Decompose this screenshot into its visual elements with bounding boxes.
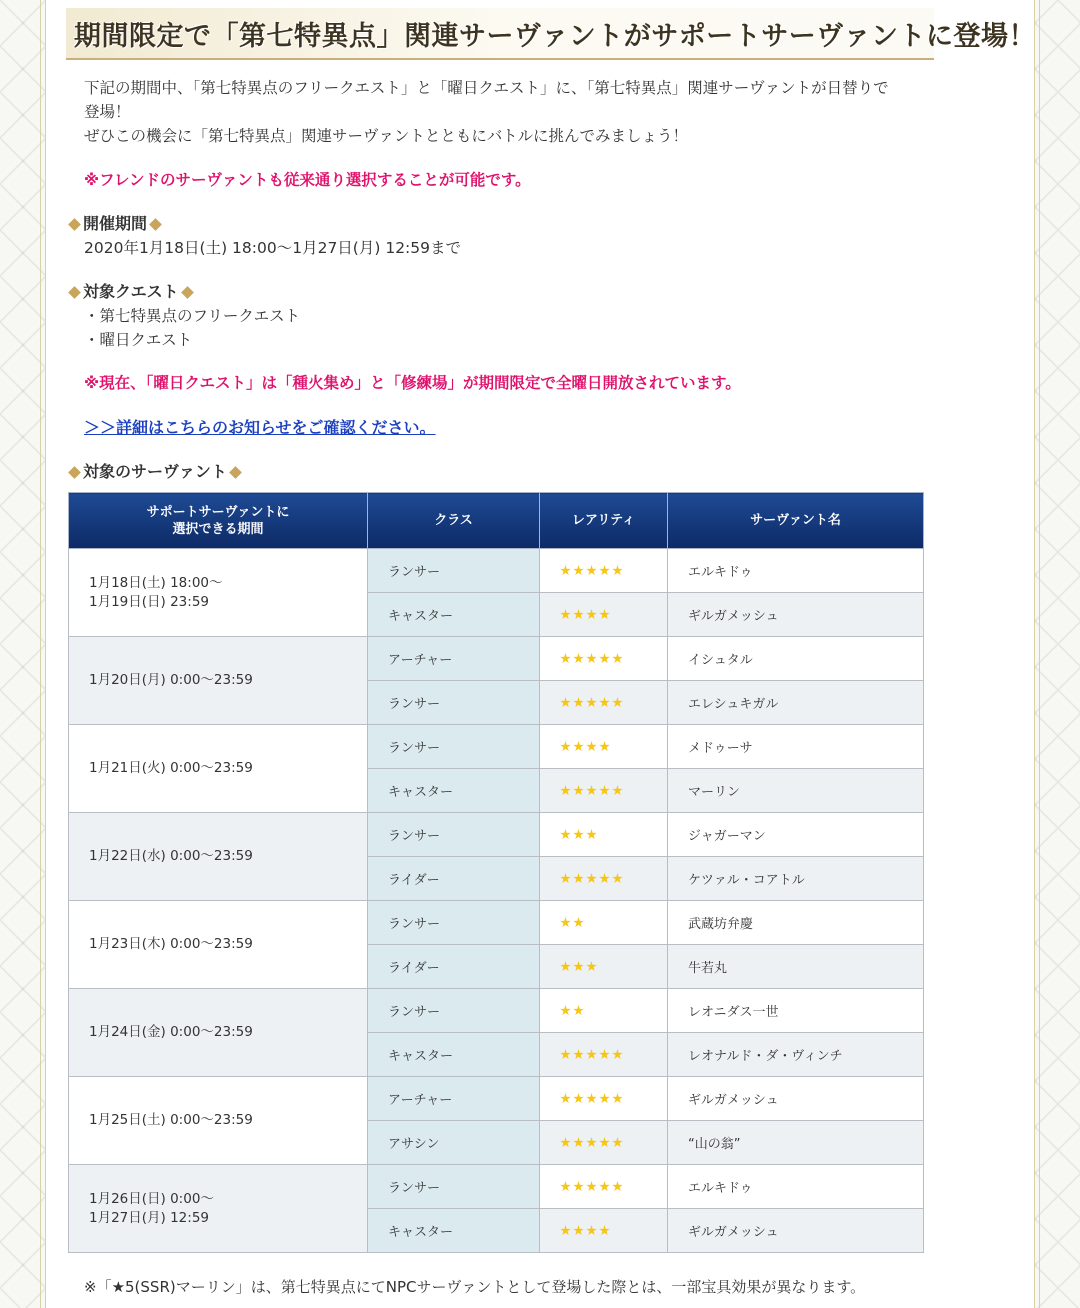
class-cell: キャスター: [368, 1209, 540, 1253]
page-frame-right: [1034, 0, 1040, 1308]
rarity-cell: [540, 1033, 668, 1077]
period-cell: [69, 989, 368, 1077]
star-icon: [586, 1181, 597, 1192]
period-line-1: 1月20日(月) 0:00～23:59: [89, 672, 253, 688]
star-icon: [612, 1049, 623, 1060]
period-line-1: 1月18日(土) 18:00～: [89, 574, 223, 591]
rarity-cell: [540, 1077, 668, 1121]
rarity-cell: [540, 1165, 668, 1209]
star-icon: [573, 1225, 584, 1236]
star-icon: [586, 697, 597, 708]
title-banner: [66, 8, 1036, 60]
star-icon: [586, 609, 597, 620]
star-icon: [560, 565, 571, 576]
star-icon: [612, 1093, 623, 1104]
period-cell: [69, 1165, 368, 1253]
period-section: [66, 212, 461, 260]
servant-name-cell: ギルガメッシュ: [668, 593, 924, 637]
servant-section: [66, 460, 244, 484]
intro-line-1: 下記の期間中、「第七特異点のフリークエスト」と「曜日クエスト」に、「第七特異点」関連サーヴァントが日替りで: [84, 79, 889, 97]
class-cell: アーチャー: [368, 1077, 540, 1121]
star-icon: [560, 961, 571, 972]
star-icon: [599, 653, 610, 664]
class-cell: ランサー: [368, 1165, 540, 1209]
star-icon: [560, 697, 571, 708]
friend-note: ※フレンドのサーヴァントも従来通り選択することが可能です。: [84, 171, 531, 189]
servant-name-cell: 武蔵坊弁慶: [668, 901, 924, 945]
star-icon: [599, 1225, 610, 1236]
star-icon: [560, 1049, 571, 1060]
table-row: [69, 901, 924, 945]
rarity-cell: [540, 989, 668, 1033]
class-cell: アーチャー: [368, 637, 540, 681]
table-row: [69, 989, 924, 1033]
quest-heading-label: 対象クエスト: [83, 282, 179, 301]
servant-name-cell: “山の翁”: [668, 1121, 924, 1165]
header-class: クラス: [368, 493, 540, 549]
table-row: [69, 637, 924, 681]
diamond-icon: [149, 218, 162, 231]
star-icon: [573, 1137, 584, 1148]
servant-table-wrapper: [68, 492, 923, 1253]
servant-name-cell: レオナルド・ダ・ヴィンチ: [668, 1033, 924, 1077]
star-icon: [612, 1137, 623, 1148]
servant-heading-label: 対象のサーヴァント: [83, 462, 227, 481]
quest-section: [66, 280, 300, 352]
header-period-line-2: 選択できる期間: [172, 521, 264, 537]
class-cell: ランサー: [368, 813, 540, 857]
star-icon: [560, 653, 571, 664]
period-cell: [69, 901, 368, 989]
table-row: [69, 813, 924, 857]
rarity-cell: [540, 945, 668, 989]
class-cell: ランサー: [368, 901, 540, 945]
star-icon: [573, 917, 584, 928]
star-icon: [599, 1181, 610, 1192]
star-icon: [586, 565, 597, 576]
rarity-cell: [540, 637, 668, 681]
rarity-cell: [540, 769, 668, 813]
star-icon: [560, 1181, 571, 1192]
daily-quest-note: ※現在、「曜日クエスト」は「種火集め」と「修練場」が期間限定で全曜日開放されています。: [84, 374, 741, 392]
period-heading-label: 開催期間: [83, 214, 148, 233]
star-icon: [586, 873, 597, 884]
star-icon: [612, 873, 623, 884]
table-row: [69, 1077, 924, 1121]
star-icon: [560, 1005, 571, 1016]
merlin-footnote: ※「★5(SSR)マーリン」は、第七特異点にてNPCサーヴァントとして登場した際とは、一部宝具効果が異なります。: [84, 1278, 866, 1296]
class-cell: キャスター: [368, 593, 540, 637]
class-cell: ランサー: [368, 681, 540, 725]
servant-name-cell: メドゥーサ: [668, 725, 924, 769]
period-line-1: 1月26日(日) 0:00～: [89, 1190, 214, 1207]
rarity-cell: [540, 725, 668, 769]
star-icon: [560, 873, 571, 884]
class-cell: ライダー: [368, 857, 540, 901]
star-icon: [612, 1181, 623, 1192]
period-line-1: 1月24日(金) 0:00～23:59: [89, 1024, 253, 1040]
rarity-cell: [540, 549, 668, 593]
star-icon: [573, 609, 584, 620]
star-icon: [573, 785, 584, 796]
rarity-cell: [540, 1209, 668, 1253]
star-icon: [586, 1137, 597, 1148]
star-icon: [560, 1137, 571, 1148]
quest-heading: [66, 280, 300, 304]
servant-table: [68, 492, 924, 1253]
rarity-cell: [540, 593, 668, 637]
servant-name-cell: 牛若丸: [668, 945, 924, 989]
quest-item: ・第七特異点のフリークエスト: [84, 307, 301, 325]
star-icon: [599, 1137, 610, 1148]
star-icon: [586, 741, 597, 752]
servant-name-cell: レオニダス一世: [668, 989, 924, 1033]
star-icon: [560, 1225, 571, 1236]
page-title: 期間限定で「第七特異点」関連サーヴァントがサポートサーヴァントに登場！: [74, 20, 1036, 52]
star-icon: [599, 565, 610, 576]
star-icon: [599, 1093, 610, 1104]
class-cell: ランサー: [368, 989, 540, 1033]
header-rarity: レアリティ: [540, 493, 668, 549]
star-icon: [586, 1225, 597, 1236]
star-icon: [612, 785, 623, 796]
star-icon: [573, 653, 584, 664]
period-line-1: 1月25日(土) 0:00～23:59: [89, 1112, 253, 1128]
period-cell: [69, 637, 368, 725]
star-icon: [586, 1093, 597, 1104]
servant-name-cell: エレシュキガル: [668, 681, 924, 725]
period-cell: [69, 725, 368, 813]
rarity-cell: [540, 681, 668, 725]
header-period-line-1: サポートサーヴァントに: [146, 504, 290, 520]
star-icon: [560, 741, 571, 752]
star-icon: [560, 917, 571, 928]
rarity-cell: [540, 813, 668, 857]
class-cell: アサシン: [368, 1121, 540, 1165]
class-cell: ランサー: [368, 549, 540, 593]
star-icon: [586, 829, 597, 840]
star-icon: [560, 609, 571, 620]
star-icon: [560, 785, 571, 796]
intro-line-2: 登場！: [84, 103, 131, 121]
star-icon: [586, 785, 597, 796]
table-row: [69, 1165, 924, 1209]
period-line-2: 1月27日(月) 12:59: [89, 1209, 209, 1226]
star-icon: [560, 829, 571, 840]
servant-name-cell: エルキドゥ: [668, 1165, 924, 1209]
star-icon: [599, 609, 610, 620]
table-row: [69, 549, 924, 593]
table-body: [69, 549, 924, 1253]
diamond-icon: [68, 466, 81, 479]
rarity-cell: [540, 901, 668, 945]
star-icon: [612, 653, 623, 664]
period-line-1: 1月23日(木) 0:00～23:59: [89, 936, 253, 952]
servant-name-cell: ギルガメッシュ: [668, 1209, 924, 1253]
star-icon: [573, 829, 584, 840]
period-heading: [66, 212, 461, 236]
class-cell: キャスター: [368, 769, 540, 813]
period-line-1: 1月21日(火) 0:00～23:59: [89, 760, 253, 776]
star-icon: [573, 697, 584, 708]
star-icon: [560, 1093, 571, 1104]
star-icon: [573, 565, 584, 576]
quest-item: ・曜日クエスト: [84, 331, 193, 349]
class-cell: ライダー: [368, 945, 540, 989]
diamond-icon: [68, 286, 81, 299]
rarity-cell: [540, 1121, 668, 1165]
intro-line-3: ぜひこの機会に「第七特異点」関連サーヴァントとともにバトルに挑んでみましょう！: [84, 127, 689, 145]
star-icon: [573, 1005, 584, 1016]
class-cell: キャスター: [368, 1033, 540, 1077]
period-line-1: 1月22日(水) 0:00～23:59: [89, 848, 253, 864]
servant-name-cell: ジャガーマン: [668, 813, 924, 857]
details-link[interactable]: ＞＞詳細はこちらのお知らせをご確認ください。: [84, 418, 436, 437]
header-servant-name: サーヴァント名: [668, 493, 924, 549]
star-icon: [599, 697, 610, 708]
star-icon: [599, 741, 610, 752]
diamond-icon: [181, 286, 194, 299]
star-icon: [573, 1181, 584, 1192]
period-value: 2020年1月18日(土) 18:00～1月27日(月) 12:59まで: [84, 239, 461, 257]
intro-text: [84, 76, 974, 148]
servant-name-cell: エルキドゥ: [668, 549, 924, 593]
star-icon: [599, 1049, 610, 1060]
star-icon: [612, 565, 623, 576]
star-icon: [573, 1093, 584, 1104]
star-icon: [599, 873, 610, 884]
star-icon: [599, 785, 610, 796]
rarity-cell: [540, 857, 668, 901]
star-icon: [573, 961, 584, 972]
diamond-icon: [68, 218, 81, 231]
period-line-2: 1月19日(日) 23:59: [89, 593, 209, 610]
header-period: [69, 493, 368, 549]
star-icon: [586, 653, 597, 664]
servant-name-cell: マーリン: [668, 769, 924, 813]
period-cell: [69, 813, 368, 901]
star-icon: [612, 697, 623, 708]
star-icon: [573, 741, 584, 752]
table-row: [69, 725, 924, 769]
period-cell: [69, 1077, 368, 1165]
servant-name-cell: ギルガメッシュ: [668, 1077, 924, 1121]
star-icon: [586, 961, 597, 972]
star-icon: [586, 1049, 597, 1060]
table-header-row: [69, 493, 924, 549]
servant-name-cell: イシュタル: [668, 637, 924, 681]
servant-heading: [66, 460, 244, 484]
star-icon: [573, 873, 584, 884]
servant-name-cell: ケツァル・コアトル: [668, 857, 924, 901]
period-cell: [69, 549, 368, 637]
class-cell: ランサー: [368, 725, 540, 769]
diamond-icon: [229, 466, 242, 479]
star-icon: [573, 1049, 584, 1060]
